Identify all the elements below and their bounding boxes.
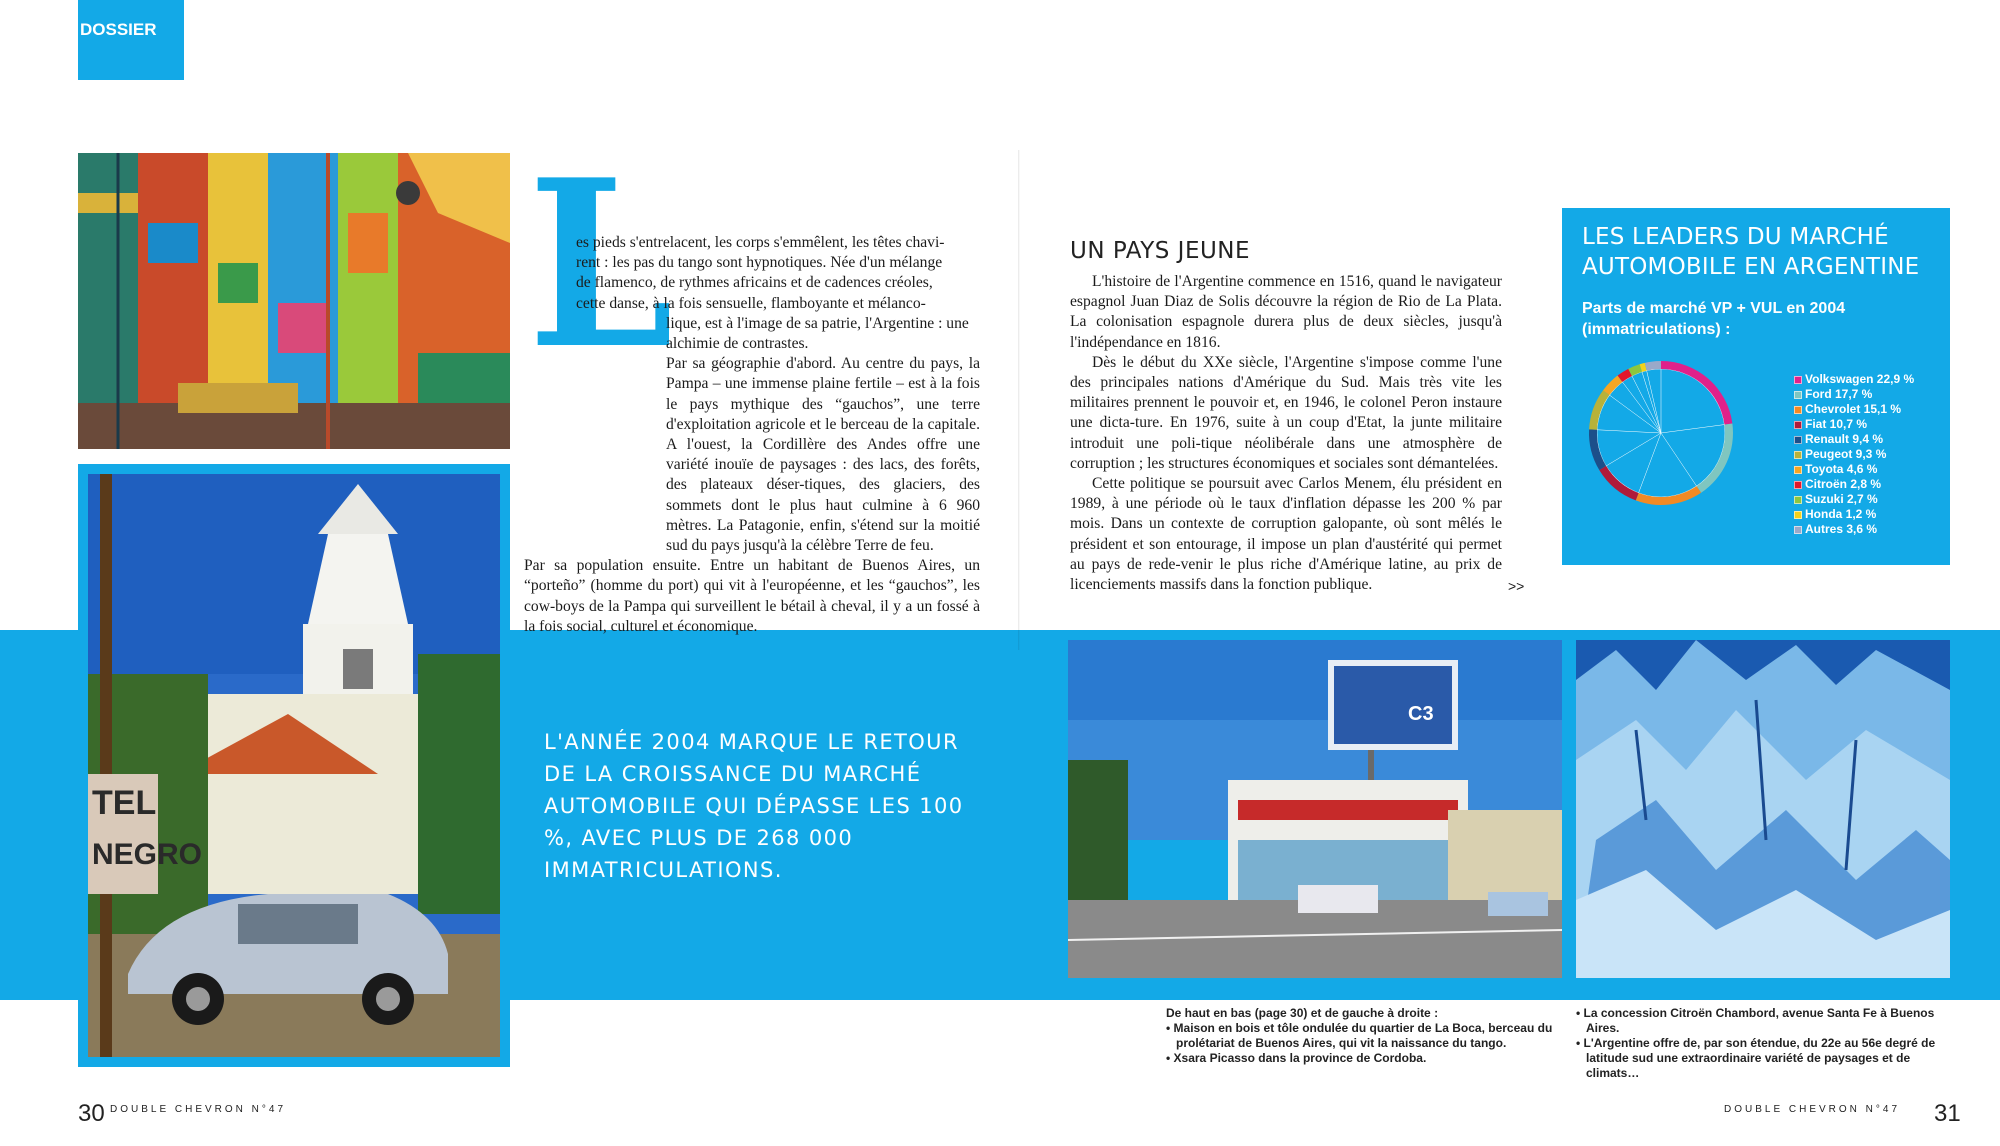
legend-item (1794, 432, 1914, 447)
legend-swatch (1794, 406, 1802, 414)
history-paragraph: Dès le début du XXe siècle, l'Argentine s'impose comme l'une des principales nations d'Amérique du Sud. Mais très vite les militaires prennent le pouvoir et, en 1946, le colonel Peron instaure une dicta-ture. En 1976, suite à un coup d'Etat, la junte militaire introduit une poli-tique néolibérale dans une atmosphère de corruption ; les structures économiques et sociales sont démantelées. (1070, 353, 1502, 472)
photo-sign-negro: NEGRO (92, 838, 203, 871)
history-paragraph: Cette politique se poursuit avec Carlos Menem, élu président en 1989, à une période où le taux d'inflation dépasse les 200 % par mois. Dans un contexte de corruption galopante, où sont mêlés le président et son entourage, il impose un plan d'austérité qui permet au pays de rede-venir le plus riche d'Amérique latine, au prix de licenciements massifs dans la fonction publique. (1070, 475, 1502, 594)
legend-label: Renault 9,4 % (1805, 432, 1884, 446)
legend-item (1794, 477, 1914, 492)
chart-title: LES LEADERS DU MARCHÉ AUTOMOBILE EN ARGENTINE (1582, 224, 1920, 280)
intro-line: es pieds s'entrelacent, les corps s'emmêlent, les têtes chavi- (576, 234, 945, 251)
intro-line: rent : les pas du tango sont hypnotiques. Née d'un mélange (576, 254, 943, 272)
intro-line: alchimie de contrastes. (666, 335, 809, 353)
paragraph-population: Par sa population ensuite. Entre un habitant de Buenos Aires, un “porteño” (homme du port) qui vit à l'européenne, et les “gauchos”, les cow-boys de la Pampa qui surveillent le bétail à cheval, il y a un fossé à la fois social, culturel et économique. (524, 557, 980, 635)
market-share-chart (1562, 208, 1950, 565)
caption-heading: De haut en bas (page 30) et de gauche à droite : (1166, 1006, 1439, 1020)
legend-swatch (1794, 376, 1802, 384)
legend-label: Suzuki 2,7 % (1805, 492, 1878, 506)
legend-label: Ford 17,7 % (1805, 387, 1873, 401)
legend-swatch (1794, 421, 1802, 429)
legend-swatch (1794, 481, 1802, 489)
intro-line: de flamenco, de rythmes africains et de cadences créoles, (576, 274, 933, 292)
paragraph-geography: Par sa géographie d'abord. Au centre du pays, la Pampa – une immense plaine fertile – est à la fois le pays mythique des “gauchos”, une terre d'exploitation agricole et le berceau de la capitale. A l'ouest, la Cordillère des Andes offre une variété inouïe de paysages : des lacs, des forêts, des plateaux déser-tiques, des glaciers, des sommets dont le plus haut culmine à 6 960 mètres. La Patagonie, enfin, s'étend sur la moitié sud du pays jusqu'à la célèbre Terre de feu. (666, 355, 980, 555)
legend-swatch (1794, 451, 1802, 459)
history-paragraph: L'histoire de l'Argentine commence en 1516, quand le navigateur espagnol Juan Diaz de Solis découvre la région de Rio de La Plata. La colonisation espagnole durera plus de deux siècles, jusqu'à l'indépendance en 1816. (1070, 273, 1502, 351)
page-number-left: 30 (78, 1100, 105, 1127)
caption-item: • L'Argentine offre de, par son étendue, du 22e au 56e degré de latitude sud une extraordinaire variété de paysages et de climats… (1576, 1036, 1936, 1080)
legend-swatch (1794, 496, 1802, 504)
legend-label: Chevrolet 15,1 % (1805, 402, 1902, 416)
legend-swatch (1794, 511, 1802, 519)
legend-label: Toyota 4,6 % (1805, 462, 1878, 476)
page-number-right: 31 (1934, 1100, 1961, 1127)
legend-item (1794, 387, 1914, 402)
legend-swatch (1794, 526, 1802, 534)
magazine-name-left: DOUBLE CHEVRON N°47 (110, 1104, 287, 1115)
caption-item: • Xsara Picasso dans la province de Cordoba. (1166, 1051, 1427, 1065)
captions-left (1166, 1006, 1592, 1066)
section-title: UN PAYS JEUNE (1070, 238, 1251, 264)
intro-column (524, 233, 980, 637)
drop-cap: L (528, 130, 674, 400)
legend-swatch (1794, 466, 1802, 474)
legend-item (1794, 447, 1914, 462)
legend-label: Peugeot 9,3 % (1805, 447, 1887, 461)
legend-item (1794, 372, 1914, 387)
intro-line: lique, est à l'image de sa patrie, l'Argentine : une (666, 314, 969, 332)
legend-swatch (1794, 436, 1802, 444)
photo-xsara-picasso (78, 464, 510, 1067)
legend-label: Fiat 10,7 % (1805, 417, 1868, 431)
continue-marker: >> (1508, 578, 1525, 594)
photo-sign-hotel: TEL (92, 784, 157, 822)
legend-item (1794, 522, 1914, 537)
billboard-text: C3 (1408, 703, 1434, 725)
chart-legend (1794, 372, 1914, 537)
photo-citroen-dealership (1068, 640, 1562, 978)
legend-label: Autres 3,6 % (1805, 522, 1878, 536)
pull-quote: L'ANNÉE 2004 MARQUE LE RETOUR DE LA CROISSANCE DU MARCHÉ AUTOMOBILE QUI DÉPASSE LES 100 %, AVEC PLUS DE 268 000 IMMATRICULATIONS. (544, 730, 964, 882)
captions-right (1576, 1006, 1946, 1081)
legend-item (1794, 402, 1914, 417)
caption-item: • La concession Citroën Chambord, avenue Santa Fe à Buenos Aires. (1576, 1006, 1935, 1035)
photo-la-boca-houses (78, 153, 510, 449)
caption-item: • Maison en bois et tôle ondulée du quartier de La Boca, berceau du prolétariat de Buenos Aires, qui vit la naissance du tango. (1166, 1021, 1553, 1050)
dossier-tab: DOSSIER (78, 0, 184, 80)
legend-label: Citroën 2,8 % (1805, 477, 1882, 491)
history-column (1070, 272, 1502, 595)
pie-chart (1586, 358, 1736, 508)
legend-label: Volkswagen 22,9 % (1805, 372, 1915, 386)
photo-glacier (1576, 640, 1950, 978)
legend-item (1794, 507, 1914, 522)
legend-label: Honda 1,2 % (1805, 507, 1877, 521)
legend-swatch (1794, 391, 1802, 399)
page-gutter (1018, 150, 1020, 650)
intro-line: cette danse, à la fois sensuelle, flamboyante et mélanco- (576, 294, 926, 312)
legend-item (1794, 462, 1914, 477)
legend-item (1794, 492, 1914, 507)
legend-item (1794, 417, 1914, 432)
chart-subtitle: Parts de marché VP + VUL en 2004 (immatriculations) : (1582, 300, 1846, 338)
magazine-name-right: DOUBLE CHEVRON N°47 (1724, 1104, 1901, 1115)
